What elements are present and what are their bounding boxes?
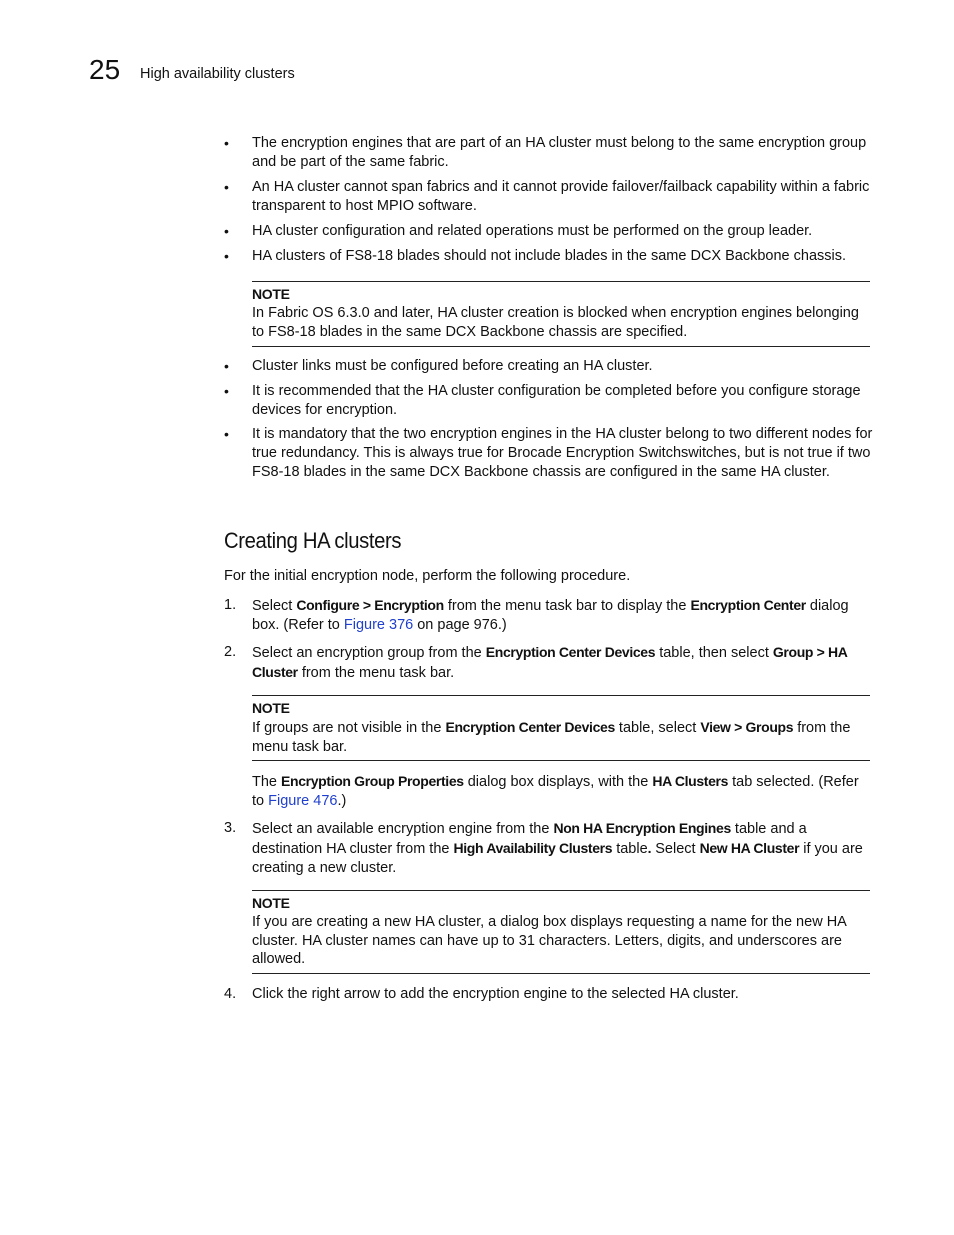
step-number: 1.: [224, 597, 237, 613]
step-3: [224, 819, 870, 877]
note-box: [252, 695, 870, 761]
dialog-description: The Encryption Group Properties dialog box displays, with the HA Clusters tab selected. (Refer to Figure 476.): [252, 773, 859, 809]
step-2: [224, 643, 870, 683]
bullet-icon: •: [224, 135, 229, 151]
note-label: NOTE: [252, 286, 290, 302]
list-item: • The encryption engines that are part of an HA cluster must belong to the same encryption group and be part of the same fabric.: [224, 135, 867, 170]
section-heading: Creating HA clusters: [224, 528, 402, 553]
bullet-list-bottom: [224, 357, 874, 481]
bullet-icon: •: [224, 358, 229, 374]
list-item: • Cluster links must be configured before creating an HA cluster.: [224, 358, 653, 374]
chapter-title: High availability clusters: [140, 66, 295, 82]
step-text: Select an encryption group from the Encryption Center Devices table, then select Group > HA Cluster from the menu task bar.: [252, 644, 848, 681]
list-item: • HA cluster configuration and related operations must be performed on the group leader.: [224, 223, 813, 239]
bullet-list-top: [224, 134, 874, 272]
note-box: [252, 281, 870, 347]
bullet-icon: •: [224, 426, 229, 442]
figure-476-link[interactable]: Figure 476: [268, 792, 338, 809]
step-number: 4.: [224, 986, 237, 1002]
chapter-number: 25: [89, 54, 121, 85]
step-1: [224, 596, 870, 635]
step-number: 2.: [224, 644, 237, 660]
section-intro: For the initial encryption node, perform the following procedure.: [224, 568, 631, 584]
note-text: If groups are not visible in the Encryption Center Devices table, select View > Groups from the menu task bar.: [252, 718, 851, 755]
note-label: NOTE: [252, 895, 290, 911]
list-item: • It is mandatory that the two encryption engines in the HA cluster belong to two different nodes for true redundancy. This is always true for Brocade Encryption Switchswitches, but is not true if two FS8-18 blades in the same DCX Backbone chassis are configured in the same HA cluster.: [224, 426, 873, 480]
bullet-icon: •: [224, 179, 229, 195]
step-number: 3.: [224, 820, 237, 836]
bullet-icon: •: [224, 248, 229, 264]
step-text: Select Configure > Encryption from the menu task bar to display the Encryption Center dialog box. (Refer to Figure 376 on page 976.): [252, 597, 849, 633]
bullet-icon: •: [224, 383, 229, 399]
bullet-icon: •: [224, 223, 229, 239]
note-text: In Fabric OS 6.3.0 and later, HA cluster creation is blocked when encryption engines belonging to FS8-18 blades in the same DCX Backbone chassis are specified.: [252, 304, 859, 340]
step-4: [224, 985, 870, 1004]
step-text: Select an available encryption engine from the Non HA Encryption Engines table and a destination HA cluster from the High Availability Clusters table. Select New HA Cluster if you are creating a new cluster.: [252, 820, 863, 876]
note-text: If you are creating a new HA cluster, a dialog box displays requesting a name for the new HA cluster. HA cluster names can have up to 31 characters. Letters, digits, and underscores are allowed.: [252, 913, 847, 968]
note-label: NOTE: [252, 700, 290, 716]
list-item: • An HA cluster cannot span fabrics and it cannot provide failover/failback capability within a fabric transparent to host MPIO software.: [224, 179, 870, 214]
list-item: • HA clusters of FS8-18 blades should not include blades in the same DCX Backbone chassis.: [224, 248, 847, 264]
list-item: • It is recommended that the HA cluster configuration be completed before you configure storage devices for encryption.: [224, 383, 861, 418]
figure-376-link[interactable]: Figure 376: [343, 616, 414, 633]
step-text: Click the right arrow to add the encryption engine to the selected HA cluster.: [252, 986, 739, 1002]
note-box: [252, 890, 870, 974]
